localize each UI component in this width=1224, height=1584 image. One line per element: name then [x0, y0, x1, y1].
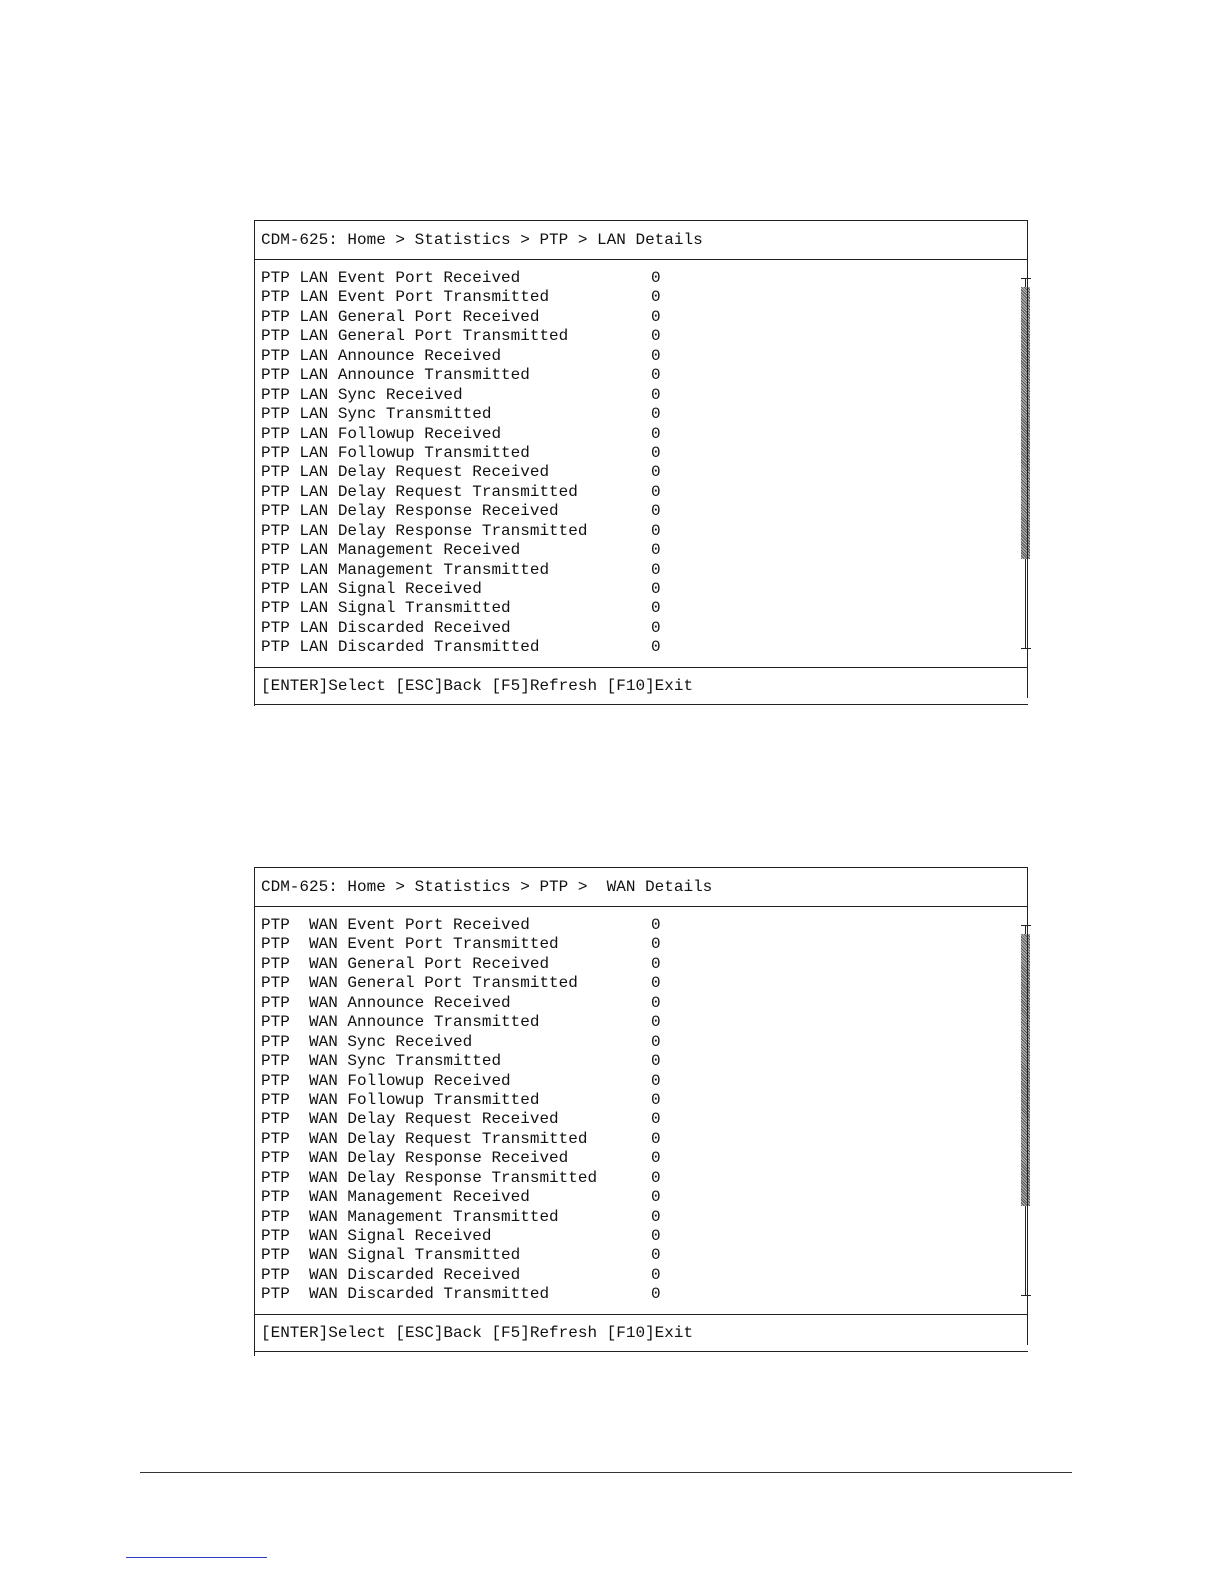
- wan-scrollbar-bottom-cap: [1021, 1295, 1031, 1296]
- stat-label: PTP LAN Delay Request Transmitted: [261, 482, 578, 501]
- stat-row: [255, 1091, 1028, 1110]
- stat-value: 0: [651, 405, 661, 424]
- stat-value: 0: [651, 1052, 661, 1071]
- lan-statistics-list: [255, 260, 1028, 668]
- stat-label: PTP LAN Signal Received: [261, 580, 482, 598]
- stat-value: 0: [651, 521, 661, 540]
- stat-label: PTP LAN Followup Transmitted: [261, 443, 530, 462]
- stat-row: [255, 955, 1028, 974]
- stat-value: 0: [651, 346, 661, 365]
- stat-row: [255, 974, 1028, 993]
- stat-label: PTP WAN Sync Received: [261, 1032, 473, 1051]
- stat-value: 0: [651, 1149, 661, 1168]
- lan-scrollbar-thumb[interactable]: [1021, 287, 1030, 559]
- lan-rows: [255, 269, 1028, 658]
- stat-value: 0: [651, 1071, 661, 1090]
- stat-row: [255, 1285, 1028, 1304]
- stat-value: 0: [651, 541, 661, 560]
- stat-value: 0: [651, 638, 661, 657]
- stat-row: [255, 1149, 1028, 1168]
- stat-row: [255, 327, 1028, 346]
- lan-scrollbar[interactable]: [1021, 278, 1031, 649]
- stat-label: PTP LAN General Port Received: [261, 307, 540, 326]
- wan-details-screen: [254, 867, 1028, 1356]
- stat-row: [255, 541, 1028, 560]
- stat-row: [255, 599, 1028, 618]
- stat-label: PTP LAN Announce Received: [261, 346, 502, 365]
- lan-key-hints: [ENTER]Select [ESC]Back [F5]Refresh [F10]Exit: [255, 668, 1028, 705]
- stat-label: PTP WAN Signal Transmitted: [261, 1246, 521, 1265]
- stat-value: 0: [651, 424, 661, 443]
- stat-label: PTP WAN Delay Request Transmitted: [261, 1129, 588, 1148]
- stat-label: PTP WAN Discarded Transmitted: [261, 1285, 550, 1304]
- lan-scrollbar-top-cap: [1021, 278, 1031, 279]
- stat-row: [255, 1130, 1028, 1149]
- stat-row: [255, 916, 1028, 935]
- stat-row: [255, 619, 1028, 638]
- stat-label: PTP LAN General Port Transmitted: [261, 327, 569, 346]
- stat-row: [255, 994, 1028, 1013]
- stat-value: 0: [651, 307, 661, 326]
- stat-row: [255, 1227, 1028, 1246]
- stat-label: PTP LAN Delay Response Transmitted: [261, 521, 588, 540]
- stat-label: PTP LAN Event Port Received: [261, 269, 521, 287]
- lan-scrollbar-bottom-cap: [1021, 648, 1031, 649]
- stat-row: [255, 1052, 1028, 1071]
- stat-label: PTP LAN Followup Received: [261, 424, 502, 443]
- stat-value: 0: [651, 560, 661, 579]
- stat-value: 0: [651, 288, 661, 307]
- stat-row: [255, 269, 1028, 288]
- stat-value: 0: [651, 954, 661, 973]
- stat-label: PTP WAN Event Port Received: [261, 916, 530, 934]
- stat-value: 0: [651, 974, 661, 993]
- wan-statistics-list: [255, 907, 1028, 1315]
- stat-label: PTP WAN Delay Response Received: [261, 1149, 569, 1168]
- stat-value: 0: [651, 1188, 661, 1207]
- stat-value: 0: [651, 1129, 661, 1148]
- stat-value: 0: [651, 1207, 661, 1226]
- stat-row: [255, 935, 1028, 954]
- stat-value: 0: [651, 443, 661, 462]
- page-footer-rule: [140, 1472, 1072, 1473]
- stat-label: PTP WAN General Port Received: [261, 954, 550, 973]
- stat-value: 0: [651, 1032, 661, 1051]
- stat-label: PTP LAN Management Received: [261, 541, 521, 560]
- wan-scrollbar[interactable]: [1021, 925, 1031, 1296]
- stat-label: PTP WAN Followup Transmitted: [261, 1090, 540, 1109]
- stat-row: [255, 1188, 1028, 1207]
- stat-row: [255, 405, 1028, 424]
- stat-label: PTP LAN Discarded Transmitted: [261, 638, 540, 657]
- stat-row: [255, 483, 1028, 502]
- lan-details-screen: [254, 220, 1028, 706]
- stat-value: 0: [651, 327, 661, 346]
- stat-label: PTP LAN Delay Response Received: [261, 502, 559, 521]
- stat-row: [255, 463, 1028, 482]
- stat-label: PTP WAN Event Port Transmitted: [261, 935, 559, 954]
- wan-scrollbar-thumb[interactable]: [1021, 934, 1030, 1206]
- stat-row: [255, 1013, 1028, 1032]
- stat-value: 0: [651, 1285, 661, 1304]
- stat-row: [255, 561, 1028, 580]
- stat-value: 0: [651, 269, 661, 287]
- stat-row: [255, 288, 1028, 307]
- stat-label: PTP WAN Discarded Received: [261, 1265, 521, 1284]
- stat-value: 0: [651, 1227, 661, 1245]
- wan-breadcrumb-title: CDM-625: Home > Statistics > PTP > WAN Details: [255, 868, 1028, 907]
- lan-breadcrumb-title: CDM-625: Home > Statistics > PTP > LAN Details: [255, 221, 1028, 260]
- stat-label: PTP WAN Management Received: [261, 1188, 530, 1207]
- stat-value: 0: [651, 366, 661, 385]
- stat-row: [255, 308, 1028, 327]
- stat-row: [255, 502, 1028, 521]
- stat-row: [255, 1072, 1028, 1091]
- stat-row: [255, 1208, 1028, 1227]
- stat-label: PTP WAN Announce Transmitted: [261, 1013, 540, 1032]
- stat-label: PTP LAN Sync Transmitted: [261, 405, 492, 424]
- stat-row: [255, 366, 1028, 385]
- stat-value: 0: [651, 618, 661, 637]
- stat-value: 0: [651, 580, 661, 598]
- stat-label: PTP WAN Delay Request Received: [261, 1110, 559, 1129]
- stat-value: 0: [651, 993, 661, 1012]
- stat-row: [255, 1110, 1028, 1129]
- stat-label: PTP WAN Management Transmitted: [261, 1207, 559, 1226]
- stat-label: PTP WAN General Port Transmitted: [261, 974, 578, 993]
- stat-value: 0: [651, 1265, 661, 1284]
- stat-value: 0: [651, 935, 661, 954]
- stat-value: 0: [651, 1110, 661, 1129]
- stat-label: PTP LAN Sync Received: [261, 385, 463, 404]
- wan-key-hints: [ENTER]Select [ESC]Back [F5]Refresh [F10]Exit: [255, 1315, 1028, 1352]
- stat-label: PTP WAN Followup Received: [261, 1071, 511, 1090]
- stat-value: 0: [651, 1246, 661, 1265]
- stat-label: PTP LAN Delay Request Received: [261, 463, 550, 482]
- wan-rows: [255, 916, 1028, 1305]
- stat-label: PTP LAN Announce Transmitted: [261, 366, 530, 385]
- stat-row: [255, 1266, 1028, 1285]
- stat-label: PTP LAN Signal Transmitted: [261, 599, 511, 618]
- stat-value: 0: [651, 1013, 661, 1032]
- stat-row: [255, 522, 1028, 541]
- stat-row: [255, 386, 1028, 405]
- stat-row: [255, 638, 1028, 657]
- stat-label: PTP WAN Sync Transmitted: [261, 1052, 502, 1071]
- stat-value: 0: [651, 1090, 661, 1109]
- wan-scrollbar-top-cap: [1021, 925, 1031, 926]
- stat-row: [255, 1246, 1028, 1265]
- stat-value: 0: [651, 385, 661, 404]
- stat-label: PTP LAN Event Port Transmitted: [261, 288, 550, 307]
- stat-row: [255, 580, 1028, 599]
- stat-label: PTP WAN Announce Received: [261, 993, 511, 1012]
- footer-link-underline: [126, 1557, 267, 1558]
- stat-value: 0: [651, 463, 661, 482]
- stat-row: [255, 444, 1028, 463]
- stat-label: PTP WAN Delay Response Transmitted: [261, 1168, 598, 1187]
- stat-value: 0: [651, 1168, 661, 1187]
- stat-row: [255, 425, 1028, 444]
- stat-label: PTP LAN Discarded Received: [261, 618, 511, 637]
- stat-row: [255, 347, 1028, 366]
- stat-value: 0: [651, 502, 661, 521]
- stat-row: [255, 1033, 1028, 1052]
- stat-value: 0: [651, 599, 661, 618]
- stat-row: [255, 1169, 1028, 1188]
- stat-label: PTP LAN Management Transmitted: [261, 560, 550, 579]
- stat-value: 0: [651, 482, 661, 501]
- stat-label: PTP WAN Signal Received: [261, 1227, 492, 1245]
- stat-value: 0: [651, 916, 661, 934]
